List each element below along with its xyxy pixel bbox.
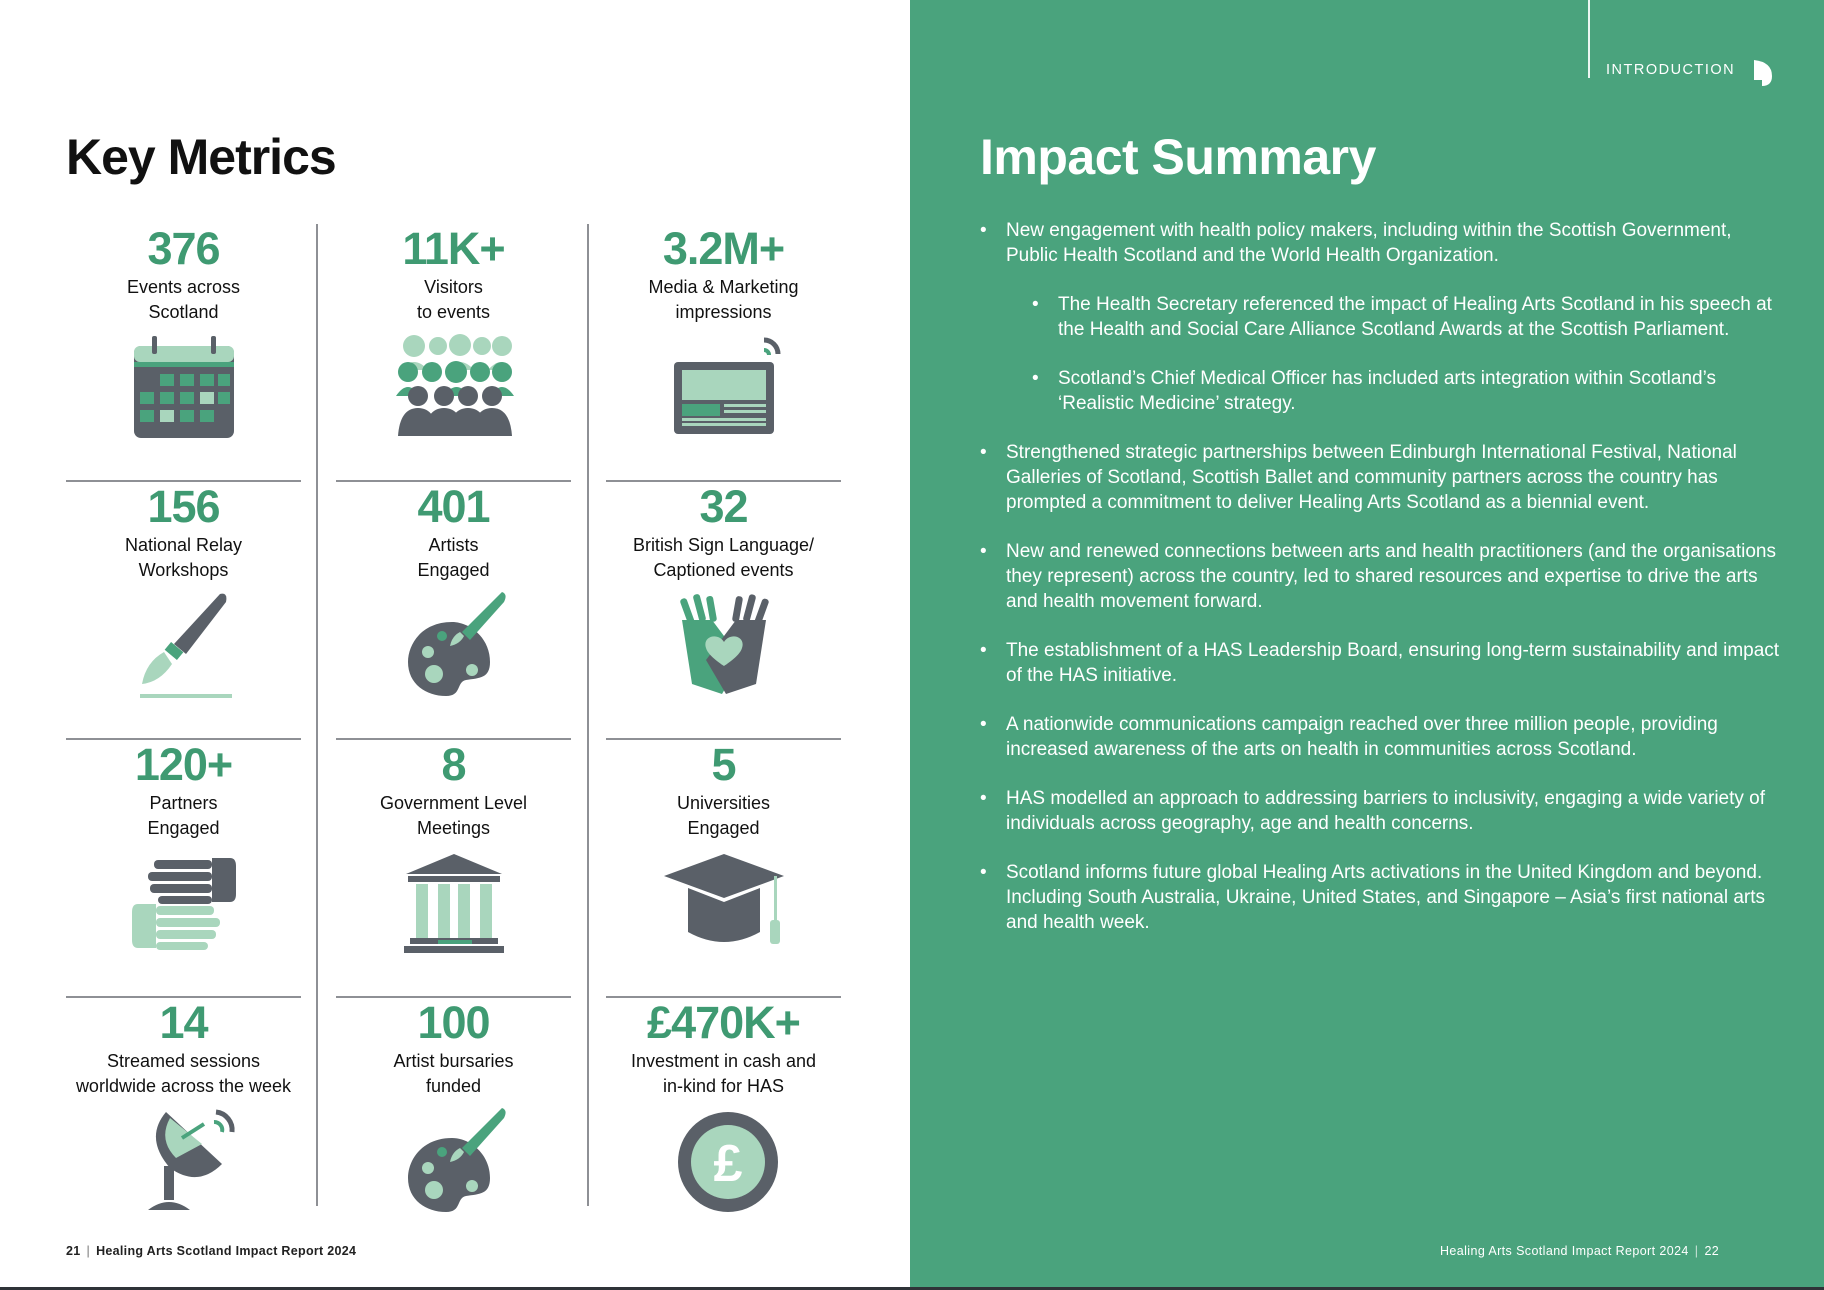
broadcast-screen-icon	[664, 332, 784, 442]
metric-label: Streamed sessions worldwide across the week	[75, 1051, 292, 1096]
report-title: Healing Arts Scotland Impact Report 2024	[1440, 1244, 1689, 1258]
section-label: INTRODUCTION	[1606, 62, 1736, 78]
signing-hands-icon	[664, 590, 784, 700]
metric-value: 100	[417, 997, 490, 1048]
page-number: 22	[1704, 1244, 1720, 1258]
metric-government-meetings	[336, 740, 571, 998]
list-item: • Scotland informs future global Healing Arts activations in the United Kingdom and beyond. Including South Australia, Ukraine, United States, and Singapore – Asia’s first national arts and health week.	[980, 860, 1780, 935]
metric-universities	[606, 740, 841, 998]
calendar-icon	[124, 332, 244, 442]
section-marker-line	[1588, 0, 1590, 78]
metric-value: 5	[711, 739, 736, 790]
metric-label: Artists Engaged	[417, 535, 490, 580]
list-item: • The establishment of a HAS Leadership Board, ensuring long-term sustainability and impact of the HAS initiative.	[980, 638, 1780, 688]
svg-text:£: £	[713, 1135, 742, 1193]
metric-bsl-events	[606, 482, 841, 740]
metric-value: 14	[159, 997, 208, 1048]
metric-label: Partners Engaged	[147, 793, 220, 838]
list-item: • Scotland’s Chief Medical Officer has included arts integration within Scotland’s ‘Realistic Medicine’ strategy.	[1032, 366, 1780, 416]
metric-label: Media & Marketing impressions	[648, 277, 799, 322]
right-footer	[1440, 1244, 1719, 1258]
metrics-grid	[66, 224, 841, 1206]
satellite-dish-icon	[124, 1106, 244, 1216]
metric-streamed-sessions	[66, 998, 301, 1256]
column-divider	[587, 224, 589, 1206]
graduation-cap-icon	[664, 848, 784, 958]
metric-value: 3.2M+	[662, 223, 785, 274]
list-item: • The Health Secretary referenced the impact of Healing Arts Scotland in his speech at the Health and Social Care Alliance Scotland Awards at the Scottish Parliament.	[1032, 292, 1780, 342]
impact-bullets	[980, 218, 1780, 959]
palette-icon	[394, 1106, 514, 1216]
metric-value: 376	[147, 223, 220, 274]
metric-value: 401	[417, 481, 490, 532]
list-item: • HAS modelled an approach to addressing barriers to inclusivity, engaging a wide variety of individuals across geography, age and health concerns.	[980, 786, 1780, 836]
report-title: Healing Arts Scotland Impact Report 2024	[96, 1244, 357, 1258]
list-item: • Strengthened strategic partnerships between Edinburgh International Festival, National Galleries of Scotland, Scottish Ballet and community partners across the country has prompted a commitment to deliver Healing Arts Scotland as a biennial event.	[980, 440, 1780, 515]
brand-logo-icon	[1752, 58, 1774, 88]
metric-value: 156	[147, 481, 220, 532]
list-item: • New engagement with health policy makers, including within the Scottish Government, Public Health Scotland and the World Health Organization.	[980, 218, 1780, 268]
government-building-icon	[394, 848, 514, 958]
palette-icon	[394, 590, 514, 700]
metric-label: Events across Scotland	[126, 277, 241, 322]
page-number: 21	[66, 1244, 81, 1258]
metric-bursaries	[336, 998, 571, 1256]
metric-value: £470K+	[647, 997, 800, 1048]
footer-separator: |	[1694, 1244, 1699, 1258]
metric-artists	[336, 482, 571, 740]
left-footer	[66, 1244, 356, 1258]
metric-label: Visitors to events	[416, 277, 491, 322]
metric-label: National Relay Workshops	[124, 535, 243, 580]
metric-workshops	[66, 482, 301, 740]
metric-value: 8	[441, 739, 466, 790]
impact-summary-title: Impact Summary	[980, 129, 1376, 185]
footer-separator: |	[86, 1244, 91, 1258]
key-metrics-title: Key Metrics	[66, 129, 336, 185]
paintbrush-icon	[124, 590, 244, 700]
metric-value: 120+	[134, 739, 233, 790]
list-item: • A nationwide communications campaign reached over three million people, providing increased awareness of the arts on health in communities across Scotland.	[980, 712, 1780, 762]
metric-events	[66, 224, 301, 482]
list-item: • New and renewed connections between arts and health practitioners (and the organisations they represent) across the country, led to shared resources and expertise to drive the arts and health movement forward.	[980, 539, 1780, 614]
metric-value: 11K+	[402, 223, 505, 274]
metric-investment	[606, 998, 841, 1256]
metric-label: Investment in cash and in-kind for HAS	[630, 1051, 817, 1096]
column-divider	[316, 224, 318, 1206]
pound-coin-icon	[664, 1106, 784, 1216]
metric-partners	[66, 740, 301, 998]
metric-label: British Sign Language/ Captioned events	[632, 535, 815, 580]
right-page	[910, 0, 1824, 1290]
crowd-icon	[394, 332, 514, 442]
metric-value: 32	[699, 481, 748, 532]
metric-label: Universities Engaged	[676, 793, 771, 838]
metric-visitors	[336, 224, 571, 482]
metric-label: Government Level Meetings	[379, 793, 528, 838]
handshake-icon	[124, 848, 244, 958]
left-page	[0, 0, 910, 1290]
metric-label: Artist bursaries funded	[393, 1051, 514, 1096]
metric-impressions	[606, 224, 841, 482]
